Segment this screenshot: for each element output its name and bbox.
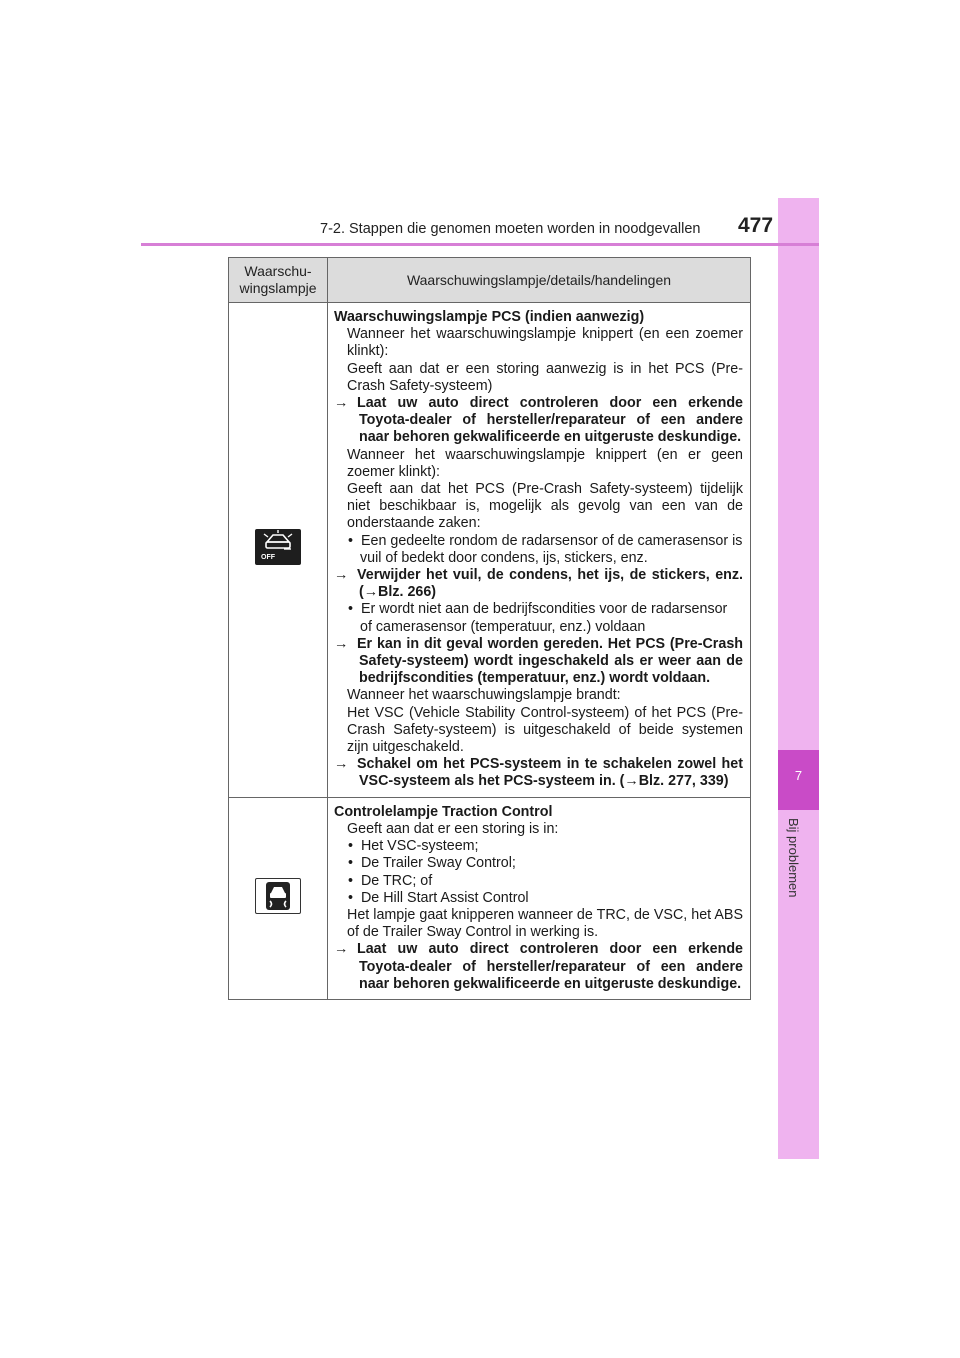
pcs-icon-label: OFF — [261, 554, 275, 562]
section-title: 7-2. Stappen die genomen moeten worden in noodgevallen — [320, 221, 701, 237]
trc-bullet-text: De Hill Start Assist Control — [360, 889, 529, 906]
icon-cell — [229, 303, 328, 798]
table-row — [229, 797, 751, 999]
pcs-action — [334, 395, 743, 447]
trc-bullet: • De Hill Start Assist Control — [348, 889, 529, 906]
trc-bullet-text: Het VSC-systeem; — [360, 838, 479, 855]
pcs-action-text: Er kan in dit geval worden gereden. Het PCS (Pre-Crash Safety-systeem) wordt ingeschakeld als er weer aan de bedrijfscondities (temperatuur, enz.) wordt voldaan. — [357, 635, 743, 687]
header-divider — [141, 243, 819, 246]
chapter-label: Bij problemen — [786, 818, 801, 898]
arrow-right-icon: → — [334, 635, 349, 652]
chapter-side-tab — [778, 198, 819, 1159]
pcs-action — [334, 567, 743, 601]
pcs-action-text: Laat uw auto direct controleren door een erkende Toyota-dealer of hersteller/reparateur of een andere naar behoren gekwalificeerde en uitgeruste deskundige. — [357, 395, 743, 446]
trc-bullet-text: De TRC; of — [360, 872, 433, 889]
column-header-details: Waarschuwingslampje/details/handelingen — [328, 258, 751, 303]
arrow-right-icon: → — [334, 756, 349, 773]
pcs-bullet-text: Een gedeelte rondom de radarsensor of de camerasensor is vuil of bedekt door condens, ijs, stickers, enz. — [360, 532, 743, 566]
arrow-right-icon: → — [334, 941, 349, 958]
trc-text: Het lampje gaat knipperen wanneer de TRC, de VSC, het ABS of de Trailer Sway Control in werking is. — [347, 906, 743, 941]
pcs-heading: Waarschuwingslampje PCS (indien aanwezig) — [334, 309, 645, 325]
pcs-text: Geeft aan dat het PCS (Pre-Crash Safety-systeem) tijdelijk niet beschikbaar is, mogelijk als gevolg van een van de onderstaande zaken: — [347, 481, 743, 532]
chapter-number: 7 — [794, 768, 803, 783]
trc-bullet: • De Trailer Sway Control; — [348, 855, 516, 872]
arrow-right-icon: → — [334, 567, 349, 584]
arrow-right-icon: → — [334, 395, 349, 412]
trc-action-text: Laat uw auto direct controleren door een erkende Toyota-dealer of hersteller/reparateur of een andere naar behoren gekwalificeerde en uitgeruste deskundige. — [357, 941, 743, 992]
icon-cell — [229, 797, 328, 999]
pcs-action — [334, 756, 743, 790]
trc-bullet: • Het VSC-systeem; — [348, 838, 479, 855]
trc-bullet-text: De Trailer Sway Control; — [360, 855, 516, 872]
trc-heading: Controlelampje Traction Control — [334, 803, 553, 820]
details-cell — [328, 797, 751, 999]
pcs-bullet: • Er wordt niet aan de bedrijfscondities voor de radarsensor of camerasensor (temperatuur, enz.) voldaan — [348, 601, 728, 635]
pcs-text: Het VSC (Vehicle Stability Control-systeem) of het PCS (Pre-Crash Safety-systeem) is uitgeschakeld of beide systemen zijn uitgeschakeld. — [347, 704, 743, 756]
trc-text: Geeft aan dat er een storing is in: — [347, 820, 559, 837]
pcs-action-text: Verwijder het vuil, de condens, het ijs, de stickers, enz. (→Blz. 266) — [357, 567, 743, 601]
pcs-text: Geeft aan dat er een storing aanwezig is in het PCS (Pre-Crash Safety-systeem) — [347, 360, 743, 394]
column-header-lamp: Waarschu- wingslampje — [229, 258, 328, 303]
pcs-text: Wanneer het waarschuwingslampje knippert (en een zoemer klinkt): — [347, 326, 743, 360]
table-row — [229, 303, 751, 798]
traction-control-skid-icon — [255, 878, 301, 914]
pcs-off-warning-icon — [255, 529, 301, 565]
pcs-bullet: • Een gedeelte rondom de radarsensor of de camerasensor is vuil of bedekt door condens, ijs, stickers, enz. — [348, 532, 743, 566]
warning-lights-table — [228, 257, 751, 1000]
pcs-bullet-text: Er wordt niet aan de bedrijfscondities voor de radarsensor of camerasensor (temperatuur, enz.) voldaan — [360, 601, 728, 635]
pcs-action — [334, 636, 743, 688]
page-number: 477 — [738, 214, 774, 237]
trc-action — [334, 941, 743, 993]
table-header-row — [229, 258, 751, 303]
details-cell — [328, 303, 751, 798]
pcs-text: Wanneer het waarschuwingslampje knippert (en er geen zoemer klinkt): — [347, 446, 743, 480]
pcs-action-text: Schakel om het PCS-systeem in te schakelen zowel het VSC-systeem als het PCS-systeem in. (→Blz. 277, 339) — [357, 756, 743, 790]
trc-bullet: • De TRC; of — [348, 872, 433, 889]
pcs-text: Wanneer het waarschuwingslampje brandt: — [347, 687, 621, 704]
